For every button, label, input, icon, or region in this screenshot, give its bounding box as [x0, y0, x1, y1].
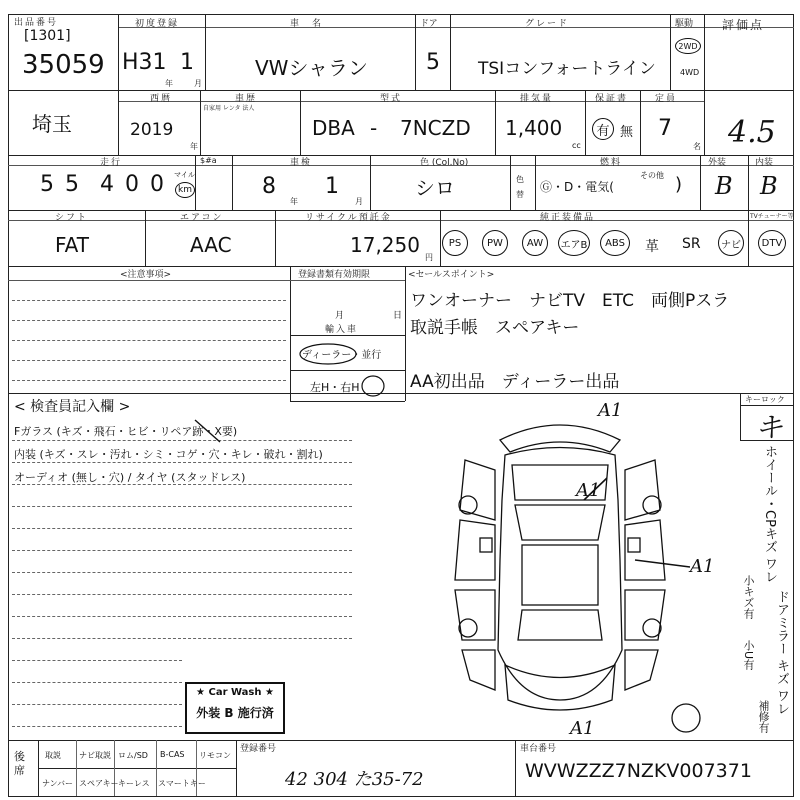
- capacity-value: 7: [658, 116, 672, 141]
- doc-expiry-day: 日: [393, 311, 403, 321]
- first-reg-value: H31: [122, 50, 167, 75]
- equip-bottom: スマートキー: [158, 779, 206, 788]
- inspection-month: 1: [325, 174, 339, 199]
- equip-sr: SR: [682, 236, 701, 252]
- grade-value: TSIコンフォートライン: [478, 59, 656, 79]
- drive-label: 駆動: [675, 19, 694, 29]
- side-text-mirror: ドアミラー キズ ワレ: [774, 590, 789, 716]
- inspection-year: 8: [262, 174, 276, 199]
- fuel-close: ): [675, 174, 683, 195]
- history-note: 自家用 レンタ 法人: [203, 105, 255, 112]
- model-prefix: DBA: [312, 116, 355, 140]
- lot-code: [1301]: [24, 28, 71, 44]
- doc-expiry-label: 登録書類有効期限: [298, 270, 371, 280]
- fuel-value: Ⓖ・D・電気(: [540, 180, 614, 194]
- equip-bottom: リモコン: [199, 751, 231, 760]
- carwash-text: 外装 B 施行済: [196, 706, 274, 720]
- vin-value: WVWZZZ7NZKV007371: [525, 760, 752, 782]
- side-text-repair: 補修有: [757, 700, 770, 733]
- score-label: 評価点: [722, 18, 765, 32]
- sharp-label: $#a: [200, 156, 217, 165]
- recycle-label: リサイクル預託金: [305, 213, 392, 223]
- displacement-label: 排気量: [520, 94, 554, 104]
- mark-rear: A1: [570, 718, 595, 739]
- import-value: ディーラー・並行: [302, 350, 382, 361]
- tv-label: TVチューナー等: [750, 213, 794, 220]
- inspection-year-unit: 年: [290, 197, 298, 206]
- doors-label: ドア: [420, 19, 438, 29]
- import-hand: 左H・右H: [310, 381, 360, 394]
- capacity-label: 定員: [655, 94, 678, 104]
- model-label: 型式: [380, 94, 403, 104]
- sales-label: <セールスポイント>: [408, 270, 495, 280]
- inspector-line: Fガラス (キズ・飛石・ヒビ・リペア跡・X要): [14, 425, 238, 438]
- equip-bottom: スペアキー: [79, 779, 119, 788]
- grade-label: グレード: [525, 19, 570, 29]
- equip-bottom: キーレス: [118, 779, 150, 788]
- history-label: 車歴: [235, 94, 258, 104]
- recycle-unit: 円: [425, 253, 433, 262]
- equip-pw: PW: [482, 230, 508, 256]
- mileage-digit-4: 0: [125, 172, 139, 197]
- mileage-label: 走行: [100, 158, 123, 168]
- color-label: 色 (Col.No): [420, 158, 469, 168]
- lot-label: 出品番号: [14, 18, 59, 28]
- sales-line: AA初出品 ディーラー出品: [410, 372, 620, 392]
- car-name-label: 車 名: [290, 19, 324, 29]
- notes-label: <注意事項>: [120, 270, 172, 280]
- mileage-digit-5: 0: [150, 172, 164, 197]
- inspection-label: 車検: [290, 158, 313, 168]
- key-label: キーロック: [745, 395, 785, 404]
- model-year-label: 西暦: [150, 94, 173, 104]
- shift-value: FAT: [55, 233, 90, 257]
- aircon-label: エアコン: [180, 213, 224, 223]
- model-year-unit: 年: [190, 142, 198, 151]
- year-unit: 年: [165, 79, 173, 88]
- score-value: 4.5: [728, 115, 776, 150]
- shift-label: シフト: [55, 213, 89, 223]
- inspection-month-unit: 月: [355, 197, 363, 206]
- equip-bottom: 取説: [45, 751, 61, 760]
- warranty-label: 保証書: [595, 94, 629, 104]
- side-text-u: 小U有: [742, 640, 755, 671]
- warranty-yes: 有: [592, 118, 614, 140]
- fuel-other: その他: [640, 171, 664, 180]
- equip-bottom: ナビ取説: [79, 751, 111, 760]
- doors-value: 5: [426, 50, 440, 75]
- equipment-label: 純正装備品: [540, 213, 596, 223]
- capacity-unit: 名: [693, 142, 701, 151]
- key-value: キ: [755, 411, 784, 444]
- carwash-title: ★ Car Wash ★: [196, 687, 274, 698]
- mark-front: A1: [598, 400, 623, 421]
- month-unit: 月: [194, 79, 202, 88]
- mileage-digit-2: 5: [65, 172, 79, 197]
- reg-number-label: 登録番号: [240, 744, 277, 754]
- reg-number-value: 42 304 た35-72: [285, 769, 424, 790]
- equip-bottom: ロム/SD: [118, 751, 148, 760]
- carwash-stamp: [185, 682, 285, 734]
- drive-4wd: 4WD: [680, 68, 700, 77]
- equip-ps: PS: [442, 230, 468, 256]
- mark-hood: A1: [576, 480, 601, 501]
- color-value: シロ: [415, 176, 455, 200]
- mark-right: A1: [690, 556, 715, 577]
- interior-value: B: [760, 172, 778, 200]
- model-year-value: 2019: [130, 120, 174, 140]
- mileage-digit-3: 4: [100, 172, 114, 197]
- displacement-unit: cc: [572, 141, 581, 150]
- vin-label: 車台番号: [520, 744, 557, 754]
- equip-airbag: エアB: [558, 230, 590, 256]
- first-reg-label: 初度登録: [135, 19, 180, 29]
- region: 埼玉: [32, 112, 72, 136]
- mileage-unit-top: マイル: [174, 171, 195, 179]
- exterior-label: 外装: [708, 158, 727, 168]
- doc-expiry-month: 月: [335, 311, 345, 321]
- model-dash: -: [370, 116, 378, 140]
- mileage-digit-1: 5: [40, 172, 54, 197]
- warranty-no: 無: [620, 125, 634, 140]
- recycle-value: 17,250: [350, 233, 420, 257]
- equip-bottom: B-CAS: [160, 750, 185, 759]
- equip-aw: AW: [522, 230, 548, 256]
- import-label: 輸入車: [325, 325, 359, 335]
- sales-line: ワンオーナー ナビTV ETC 両側Pスラ: [410, 291, 730, 311]
- aircon-value: AAC: [190, 233, 232, 257]
- bottom-left-label: 後席: [14, 750, 25, 777]
- equip-bottom: ナンバー: [42, 779, 74, 788]
- mileage-unit: km: [175, 182, 195, 198]
- first-reg-month: 1: [180, 50, 194, 75]
- color-change: 色替: [516, 175, 524, 199]
- drive-2wd: 2WD: [675, 38, 701, 54]
- side-text-scratch: 小キズ有: [742, 575, 755, 619]
- side-text-wheel: ホイール・CPキズ ワレ: [762, 445, 777, 584]
- car-name-value: VWシャラン: [255, 56, 369, 80]
- inspector-line: 内装 (キズ・スレ・汚れ・シミ・コゲ・穴・キレ・破れ・割れ): [14, 448, 323, 461]
- equip-navi: ナビ: [718, 230, 744, 256]
- inspector-title: < 検査員記入欄 >: [14, 399, 131, 415]
- fuel-label: 燃料: [600, 158, 623, 168]
- interior-label: 内装: [755, 158, 774, 168]
- exterior-value: B: [715, 172, 733, 200]
- equip-abs: ABS: [600, 230, 630, 256]
- model-value: 7NCZD: [400, 116, 471, 140]
- sales-line: 取説手帳 スペアキー: [410, 318, 580, 338]
- equip-leather: 革: [645, 239, 659, 255]
- lot-number: 35059: [22, 50, 105, 80]
- displacement-value: 1,400: [505, 116, 563, 140]
- equip-dtv: DTV: [758, 230, 786, 256]
- inspector-line: オーディオ (無し・穴) / タイヤ (スタッドレス): [14, 471, 246, 484]
